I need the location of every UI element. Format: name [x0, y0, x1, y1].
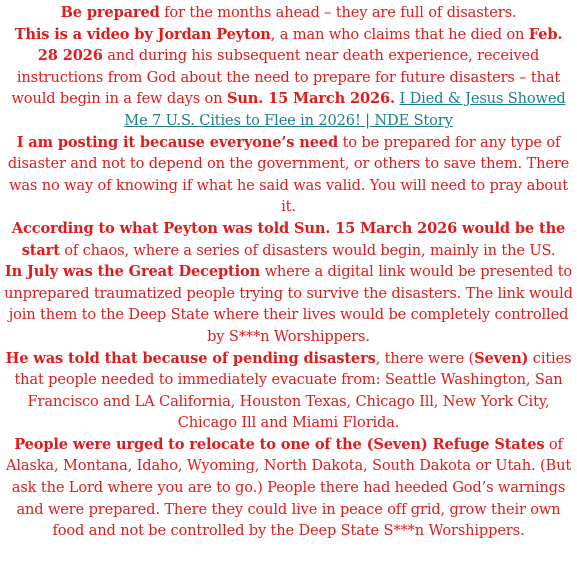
paragraph-text: of chaos, where a series of disasters would begin, mainly in the US.: [59, 241, 556, 259]
video-link[interactable]: I Died & Jesus Showed Me 7 U.S. Cities to Flee in 2026! | NDE Story: [124, 90, 566, 129]
paragraph-text: where a digital link would be presented to unprepared traumatized people trying to survive the disasters. The link would join them to the Deep State where their lives would be completely controlled by S***n Worshippers.: [4, 263, 573, 345]
bold-phrase: According to what Peyton was told Sun. 15 March 2026 would be the start: [11, 219, 566, 259]
bold-date: Sun. 15 March 2026.: [226, 90, 395, 108]
paragraph-text: cities that people needed to immediately evacuate from: Seattle Washington, San Francisco and LA California, Houston Texas, Chicago Ill, New York City, Chicago Ill and Miami Florida.: [14, 349, 572, 432]
bold-phrase: In July was the Great Deception: [4, 263, 261, 281]
paragraph-evacuate-cities: [4, 348, 573, 434]
paragraph-text: and during his subsequent near death experience, received instructions from God about the need to prepare for future disasters – that would begin in a few days on: [11, 47, 561, 108]
paragraph-text: of Alaska, Montana, Idaho, Wyoming, North Dakota, South Dakota or Utah. (But ask the Lord where you are to go.) People there had heeded God’s warnings and were prepared. There they could live in peace off grid, grow their own food and not be controlled by the Deep State S***n Worshippers.: [5, 435, 572, 540]
paragraph-start-of-chaos: [4, 218, 573, 261]
bold-phrase: Seven): [474, 349, 529, 367]
bold-phrase: People were urged to relocate to one of the (Seven) Refuge States: [14, 435, 545, 453]
bold-phrase: I am posting it because everyone’s need: [16, 133, 339, 151]
bold-phrase: Be prepared: [60, 4, 160, 21]
paragraph-video-intro: [4, 24, 573, 132]
bold-date: Feb. 28 2026: [37, 25, 563, 65]
paragraph-text: , there were (: [375, 349, 475, 367]
bold-phrase: This is a video by Jordan Peyton: [14, 25, 271, 43]
paragraph-text: for the months ahead – they are full of disasters.: [159, 4, 517, 21]
paragraph-be-prepared: [4, 2, 573, 24]
paragraph-text: , a man who claims that he died on: [270, 25, 529, 43]
paragraph-refuge-states: [4, 434, 573, 542]
paragraph-text: to be prepared for any type of disaster and not to depend on the government, or others to save them. There was no way of knowing if what he said was valid. You will need to pray about it.: [7, 133, 570, 216]
paragraph-great-deception: [4, 261, 573, 347]
bold-phrase: He was told that because of pending disasters: [5, 349, 376, 367]
paragraph-posting-reason: [4, 132, 573, 218]
